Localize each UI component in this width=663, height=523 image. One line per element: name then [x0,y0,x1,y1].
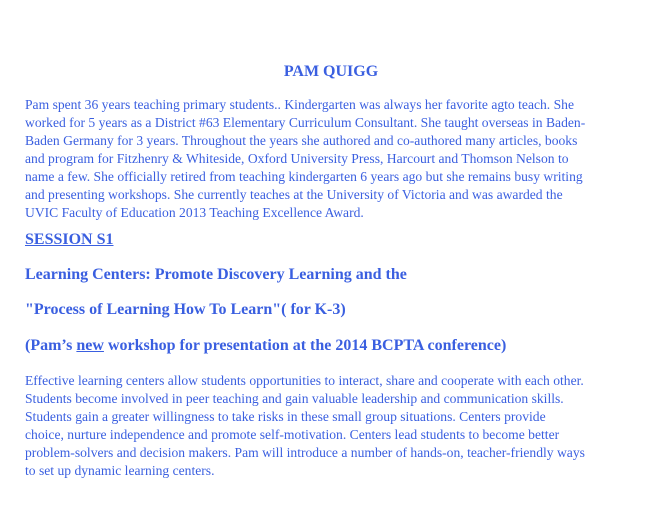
bio-line: UVIC Faculty of Education 2013 Teaching Excellence Award. [25,205,364,220]
bio-line: Pam spent 36 years teaching primary students.. Kindergarten was always her favorite agto teach. She [25,97,574,112]
session-label: SESSION S1 [25,231,114,248]
workshop-title-line-1: Learning Centers: Promote Discovery Learning and the [25,266,407,283]
workshop-note-suffix: workshop for presentation at the 2014 BCPTA conference) [103,337,507,354]
page-title: PAM QUIGG [283,63,379,80]
description-paragraph [25,372,637,480]
description-line: Students gain a greater willingness to take risks in these small group situations. Centers provide [25,409,546,424]
description-line: problem-solvers and decision makers. Pam will introduce a number of hands-on, teacher-friendly ways [25,445,585,460]
workshop-title-line-2: "Process of Learning How To Learn"( for K-3) [25,301,346,318]
bio-line: name a few. She officially retired from teaching kindergarten 6 years ago but she remains busy writing [25,169,583,184]
description-line: Effective learning centers allow students opportunities to interact, share and cooperate with each other. [25,373,584,388]
bio-line: and program for Fitzhenry & Whiteside, Oxford University Press, Harcourt and Thomson Nelson to [25,151,569,166]
bio-line: and presenting workshops. She currently teaches at the University of Victoria and was awarded the [25,187,563,202]
description-line: choice, nurture independence and promote self-motivation. Centers lead students to become better [25,427,560,442]
workshop-note [25,336,506,356]
description-line: to set up dynamic learning centers. [25,463,215,478]
workshop-note-new: new [76,337,104,354]
description-line: Students become involved in peer teaching and gain valuable leadership and communication skills. [25,391,564,406]
workshop-note-prefix: (Pam’s [25,337,77,354]
bio-line: Baden Germany for 3 years. Throughout the years she authored and co-authored many articles, books [25,133,578,148]
bio-paragraph [25,96,637,222]
bio-line: worked for 5 years as a District #63 Elementary Curriculum Consultant. She taught overseas in Baden- [25,115,586,130]
